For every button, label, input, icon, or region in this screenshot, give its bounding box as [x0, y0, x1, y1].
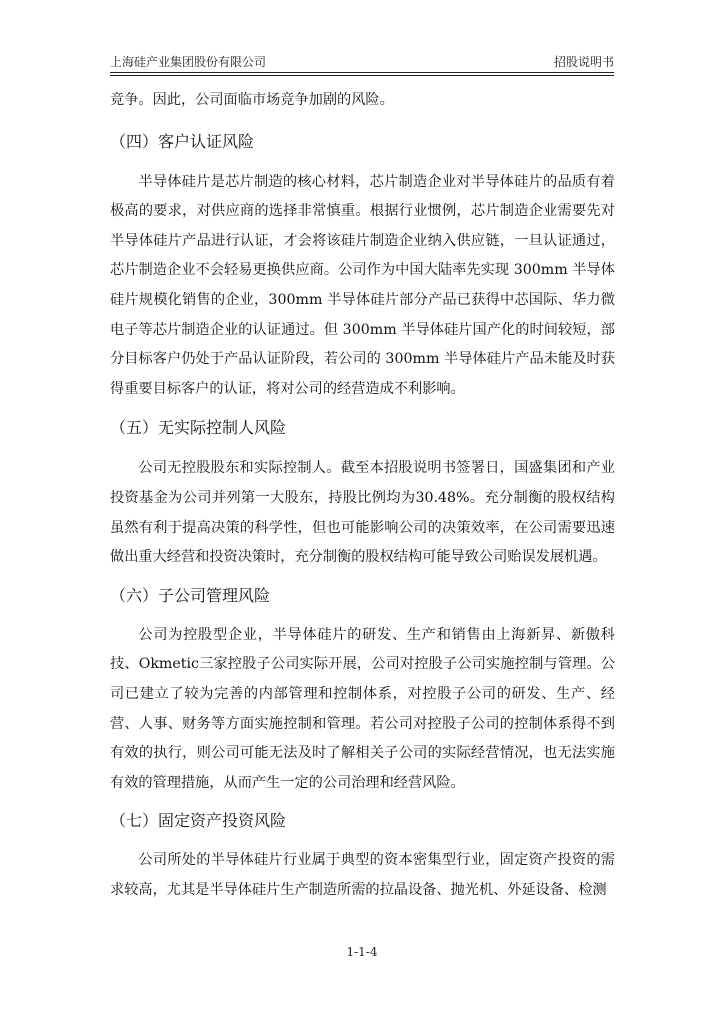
- header-document-type: 招股说明书: [553, 55, 614, 69]
- header-rule: [110, 72, 614, 73]
- intro-paragraph: 竞争。因此，公司面临市场竞争加剧的风险。: [110, 92, 394, 108]
- section-heading-subsidiary-management: （六）子公司管理风险: [110, 585, 271, 605]
- section-heading-no-controller: （五）无实际控制人风险: [110, 418, 287, 438]
- section-paragraph-subsidiary-management: 公司为控股型企业，半导体硅片的研发、生产和销售由上海新昇、新傲科技、Okmetic三家控股子公司实际开展，公司对控股子公司实施控制与管理。公司已建立了较为完善的内部管理和控制体系，对控股子公司的研发、生产、经营、人事、财务等方面实施控制和管理。若公司对控股子公司的控制体系得不到有效的执行，则公司可能无法及时了解相关子公司的实际经营情况，也无法实施有效的管理措施，从而产生一定的公司治理和经营风险。: [110, 626, 615, 791]
- page-body: [110, 86, 615, 905]
- header-rule-thin: [110, 75, 614, 76]
- page-header: [110, 50, 614, 70]
- header-company-name: 上海硅产业集团股份有限公司: [110, 55, 267, 69]
- section-paragraph-no-controller: 公司无控股股东和实际控制人。截至本招股说明书签署日，国盛集团和产业投资基金为公司并列第一大股东，持股比例均为30.48%。充分制衡的股权结构虽然有利于提高决策的科学性，但也可能影响公司的决策效率，在公司需要迅速做出重大经营和投资决策时，充分制衡的股权结构可能导致公司贻误发展机遇。: [110, 460, 615, 566]
- page-number: 1-1-4: [346, 945, 378, 959]
- section-heading-customer-certification: （四）客户认证风险: [110, 131, 255, 151]
- section-paragraph-customer-certification: 半导体硅片是芯片制造的核心材料，芯片制造企业对半导体硅片的品质有着极高的要求，对供应商的选择非常慎重。根据行业惯例，芯片制造企业需要先对半导体硅片产品进行认证，才会将该硅片制造企业纳入供应链，一旦认证通过，芯片制造企业不会轻易更换供应商。公司作为中国大陆率先实现 300mm 半导体硅片规模化销售的企业，300mm 半导体硅片部分产品已获得中芯国际、华力微电子等芯片制造企业的认证通过。但 300mm 半导体硅片国产化的时间较短，部分目标客户仍处于产品认证阶段，若公司的 300mm 半导体硅片产品未能及时获得重要目标客户的认证，将对公司的经营造成不利影响。: [110, 173, 615, 397]
- section-heading-fixed-asset-investment: （七）固定资产投资风险: [110, 811, 287, 831]
- section-paragraph-fixed-asset-investment: 公司所处的半导体硅片行业属于典型的资本密集型行业，固定资产投资的需求较高，尤其是半导体硅片生产制造所需的拉晶设备、抛光机、外延设备、检测: [110, 852, 615, 898]
